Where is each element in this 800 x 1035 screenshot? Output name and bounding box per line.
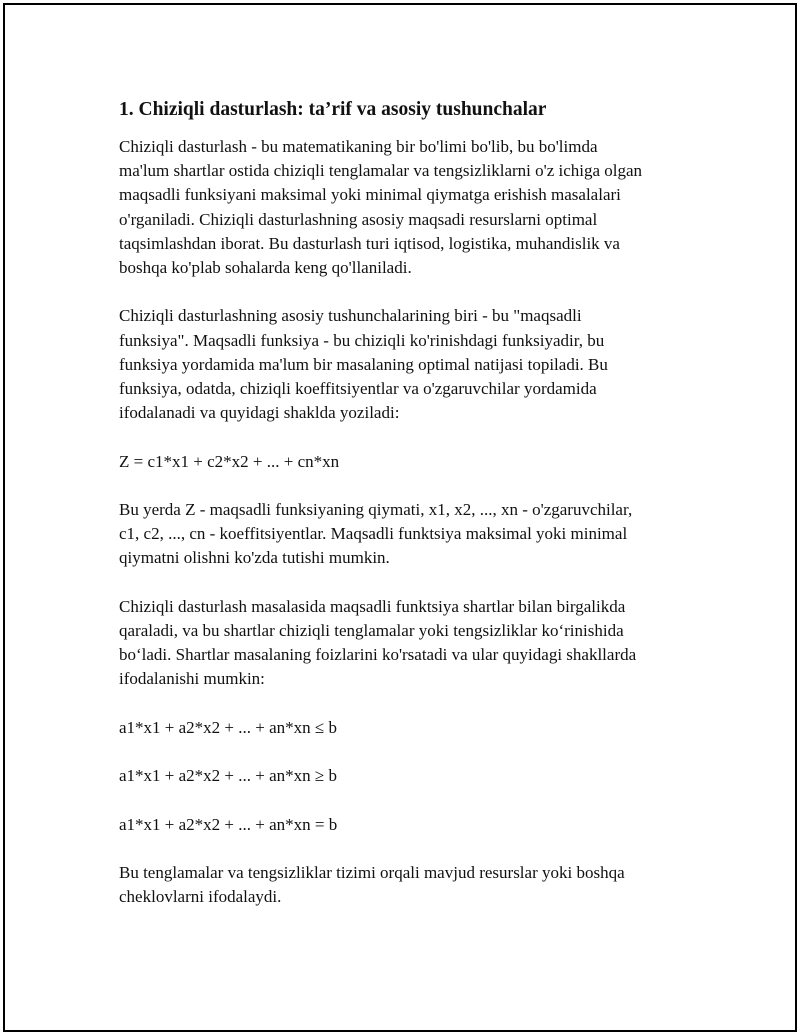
- text-line: maqsadli funksiyani maksimal yoki minimal qiymatga erishish masalalari: [119, 185, 621, 205]
- equation-objective: Z = c1*x1 + c2*x2 + ... + cn*xn: [119, 451, 340, 471]
- text-line: o'rganiladi. Chiziqli dasturlashning asosiy maqsadi resurslarni optimal: [119, 209, 598, 229]
- text-line: Chiziqli dasturlash masalasida maqsadli funktsiya shartlar bilan birgalikda: [119, 596, 626, 616]
- text-line: Bu yerda Z - maqsadli funksiyaning qiymati, x1, x2, ..., xn - o'zgaruvchilar,: [119, 500, 633, 519]
- paragraph-objective-function: [119, 304, 699, 425]
- equation-constraint-eq: a1*x1 + a2*x2 + ... + an*xn = b: [119, 814, 338, 834]
- document-page: [3, 3, 797, 1032]
- text-line: qaraladi, va bu shartlar chiziqli tenglamalar yoki tengsizliklar ko‘rinishida: [119, 621, 624, 640]
- text-line: cheklovlarni ifodalaydi.: [119, 887, 282, 907]
- text-line: Chiziqli dasturlash - bu matematikaning bir bo'limi bo'lib, bu bo'limda: [119, 137, 598, 156]
- text-line: c1, c2, ..., cn - koeffitsiyentlar. Maqsadli funktsiya maksimal yoki minimal: [119, 524, 628, 544]
- text-line: funksiya". Maqsadli funksiya - bu chiziqli ko'rinishdagi funksiyadir, bu: [119, 330, 605, 350]
- text-line: Chiziqli dasturlashning asosiy tushunchalarining biri - bu "maqsadli: [119, 306, 582, 326]
- paragraph-constraints: [119, 595, 699, 692]
- text-line: funksiya yordamida ma'lum bir masalaning optimal natijasi topiladi. Bu: [119, 354, 608, 374]
- text-line: ifodalanadi va quyidagi shaklda yoziladi:: [119, 403, 400, 423]
- paragraph-conclusion: [119, 861, 699, 909]
- text-line: taqsimlashdan iborat. Bu dasturlash turi iqtisod, logistika, muhandislik va: [119, 233, 620, 253]
- document-content: [119, 97, 699, 909]
- paragraph-definition: [119, 135, 699, 280]
- text-line: ma'lum shartlar ostida chiziqli tenglamalar va tengsizliklarni o'z ichiga olgan: [119, 161, 643, 181]
- text-line: qiymatni olishni ko'zda tutishi mumkin.: [119, 548, 390, 568]
- text-line: boshqa ko'plab sohalarda keng qo'llaniladi.: [119, 258, 412, 278]
- section-heading: 1. Chiziqli dasturlash: ta’rif va asosiy tushunchalar: [119, 99, 547, 120]
- text-line: Bu tenglamalar va tengsizliklar tizimi orqali mavjud resurslar yoki boshqa: [119, 862, 625, 882]
- text-line: funksiya, odatda, chiziqli koeffitsiyentlar va o'zgaruvchilar yordamida: [119, 379, 597, 399]
- text-line: bo‘ladi. Shartlar masalaning foizlarini ko'rsatadi va ular quyidagi shakllarda: [119, 645, 637, 665]
- paragraph-variables: [119, 498, 699, 571]
- text-line: ifodalanishi mumkin:: [119, 669, 265, 689]
- equation-constraint-ge: a1*x1 + a2*x2 + ... + an*xn ≥ b: [119, 766, 337, 786]
- equation-constraint-le: a1*x1 + a2*x2 + ... + an*xn ≤ b: [119, 717, 337, 737]
